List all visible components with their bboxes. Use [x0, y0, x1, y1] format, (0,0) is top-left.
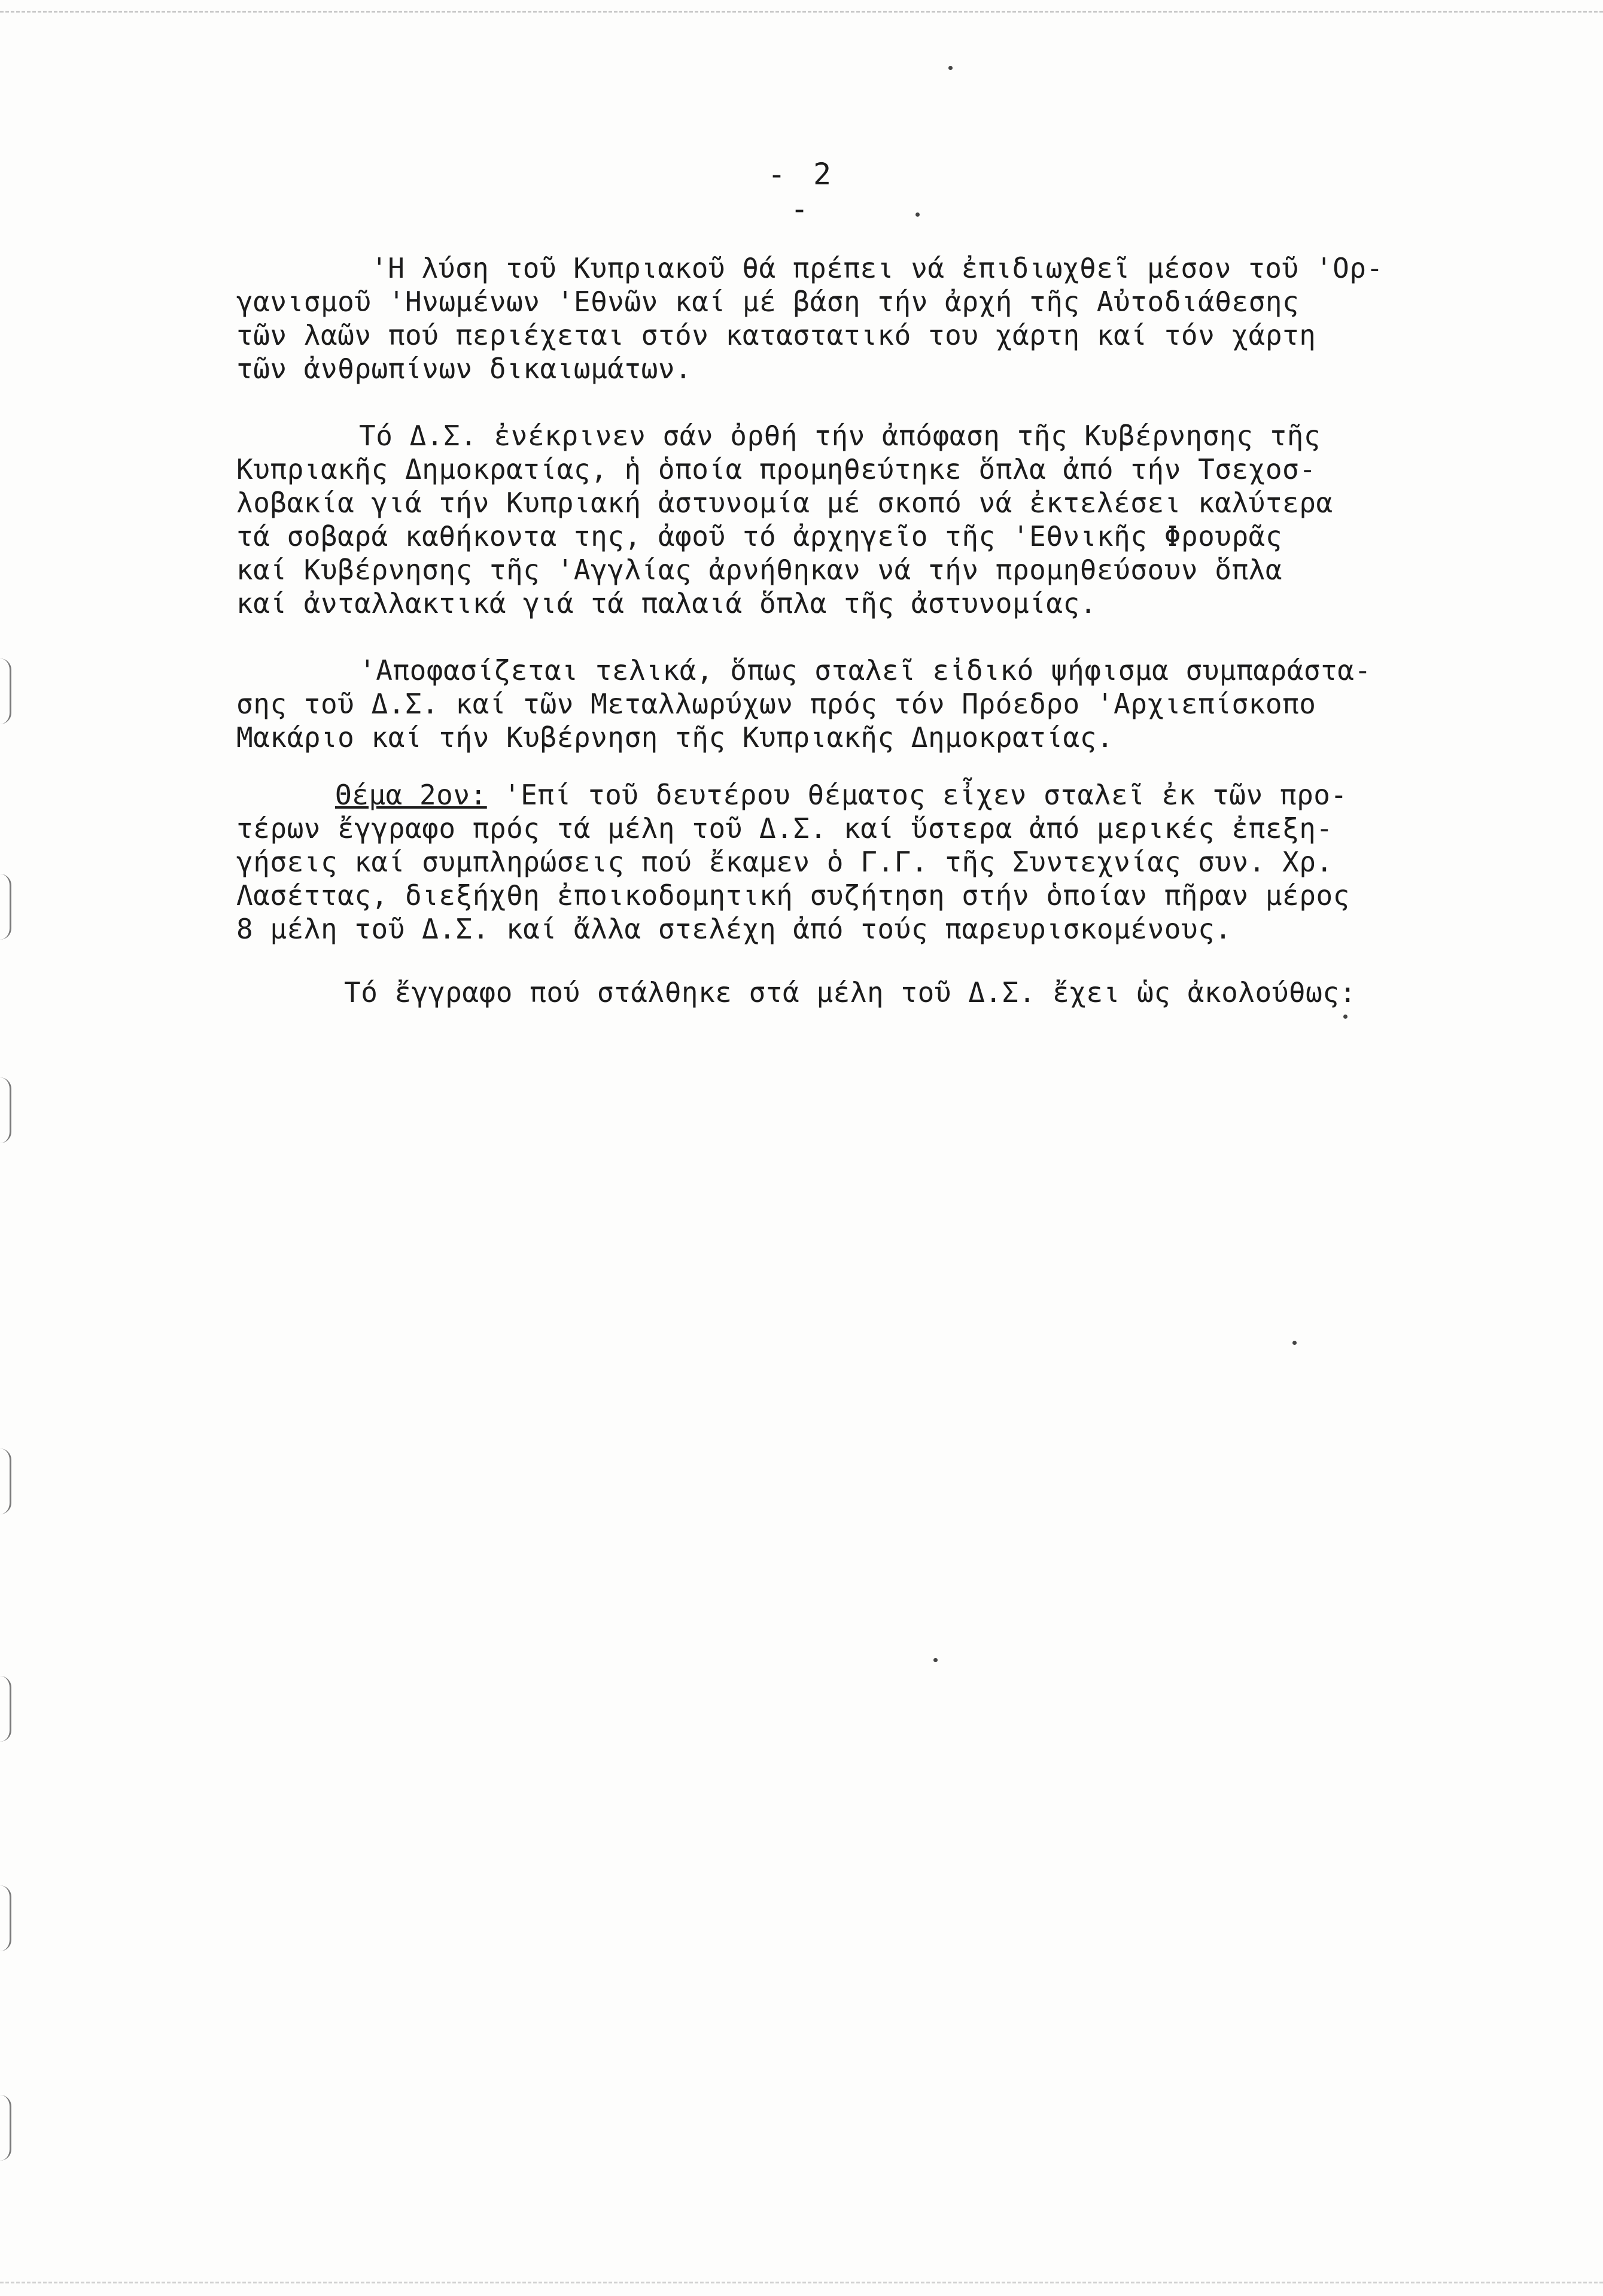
scan-margin-marks: [0, 658, 18, 2245]
margin-mark: [0, 1077, 11, 1143]
paragraph-4-line-3: γήσεις καί συμπληρώσεις πού ἔκαμεν ὁ Γ.Γ. τῆς Συντεχνίας συν. Χρ.: [236, 846, 1333, 878]
scan-speck: [948, 66, 953, 70]
scan-speck: [1292, 1341, 1297, 1345]
paragraph-2: [236, 419, 1421, 620]
paragraph-1-line-3: τῶν λαῶν πού περιέχεται στόν καταστατικό του χάρτη καί τόν χάρτη: [236, 319, 1316, 351]
scan-speck: [1343, 1015, 1348, 1019]
scan-speck: [915, 212, 920, 217]
top-edge-line: [0, 11, 1603, 13]
bottom-edge-line: [0, 2282, 1603, 2283]
paragraph-4-line-1: [236, 778, 1421, 812]
margin-mark: [0, 874, 11, 940]
paragraph-1: [236, 251, 1421, 385]
paragraph-2-line-1: Τό Δ.Σ. ἐνέκρινεν σάν ὀρθή τήν ἀπόφαση τῆς Κυβέρνησης τῆς: [359, 420, 1321, 452]
paragraph-2-line-2: Κυπριακῆς Δημοκρατίας, ἡ ὁποία προμηθεύτηκε ὅπλα ἀπό τήν Τσεχοσ-: [236, 453, 1316, 485]
paragraph-1-line-4: τῶν ἀνθρωπίνων δικαιωμάτων.: [236, 353, 692, 385]
scan-speck: [933, 1658, 938, 1662]
margin-mark: [0, 658, 11, 724]
margin-mark: [0, 2095, 11, 2161]
paragraph-4-line-2: τέρων ἔγγραφο πρός τά μέλη τοῦ Δ.Σ. καί ὕστερα ἀπό μερικές ἐπεξη-: [236, 812, 1333, 845]
paragraph-3-line-3: Μακάριο καί τήν Κυβέρνηση τῆς Κυπριακῆς Δημοκρατίας.: [236, 721, 1114, 754]
paragraph-5-line-1: Τό ἔγγραφο πού στάλθηκε στά μέλη τοῦ Δ.Σ. ἔχει ὡς ἀκολούθως:: [344, 976, 1356, 1009]
paragraph-2-line-6: καί ἀνταλλακτικά γιά τά παλαιά ὅπλα τῆς ἀστυνομίας.: [236, 587, 1097, 619]
paragraph-3-line-2: σης τοῦ Δ.Σ. καί τῶν Μεταλλωρύχων πρός τόν Πρόεδρο 'Αρχιεπίσκοπο: [236, 688, 1316, 720]
margin-mark: [0, 1676, 11, 1742]
paragraph-1-line-2: γανισμοῦ 'Ηνωμένων 'Εθνῶν καί μέ βάση τήν ἀρχή τῆς Αὐτοδιάθεσης: [236, 286, 1300, 318]
paragraph-3-line-1: 'Αποφασίζεται τελικά, ὅπως σταλεῖ εἰδικό ψήφισμα συμπαράστα-: [359, 654, 1371, 687]
paragraph-4: [236, 778, 1421, 946]
paragraph-2-line-5: καί Κυβέρνησης τῆς 'Αγγλίας ἀρνήθηκαν νά τήν προμηθεύσουν ὅπλα: [236, 554, 1283, 586]
margin-mark: [0, 1448, 11, 1514]
paragraph-1-line-1: 'Η λύση τοῦ Κυπριακοῦ θά πρέπει νά ἐπιδιωχθεῖ μέσον τοῦ 'Ορ-: [371, 252, 1383, 284]
paragraph-5: [236, 976, 1421, 1009]
paragraph-4-line-1-text: 'Επί τοῦ δευτέρου θέματος εἶχεν σταλεῖ ἐκ τῶν προ-: [486, 779, 1348, 811]
paragraph-2-line-3: λοβακία γιά τήν Κυπριακή ἀστυνομία μέ σκοπό νά ἐκτελέσει καλύτερα: [236, 487, 1333, 519]
paragraph-3: [236, 654, 1421, 754]
paragraph-2-line-4: τά σοβαρά καθήκοντα της, ἀφοῦ τό ἀρχηγεῖο τῆς 'Εθνικῆς Φρουρᾶς: [236, 520, 1283, 552]
topic-2-heading: Θέμα 2ον:: [335, 779, 487, 811]
page-number: - 2 -: [767, 157, 837, 226]
paragraph-4-line-4: Λασέττας, διεξήχθη ἐποικοδομητική συζήτηση στήν ὁποίαν πῆραν μέρος: [236, 879, 1350, 912]
paragraph-4-line-5: 8 μέλη τοῦ Δ.Σ. καί ἄλλα στελέχη ἀπό τούς παρευρισκομένους.: [236, 913, 1232, 945]
margin-mark: [0, 1885, 11, 1951]
